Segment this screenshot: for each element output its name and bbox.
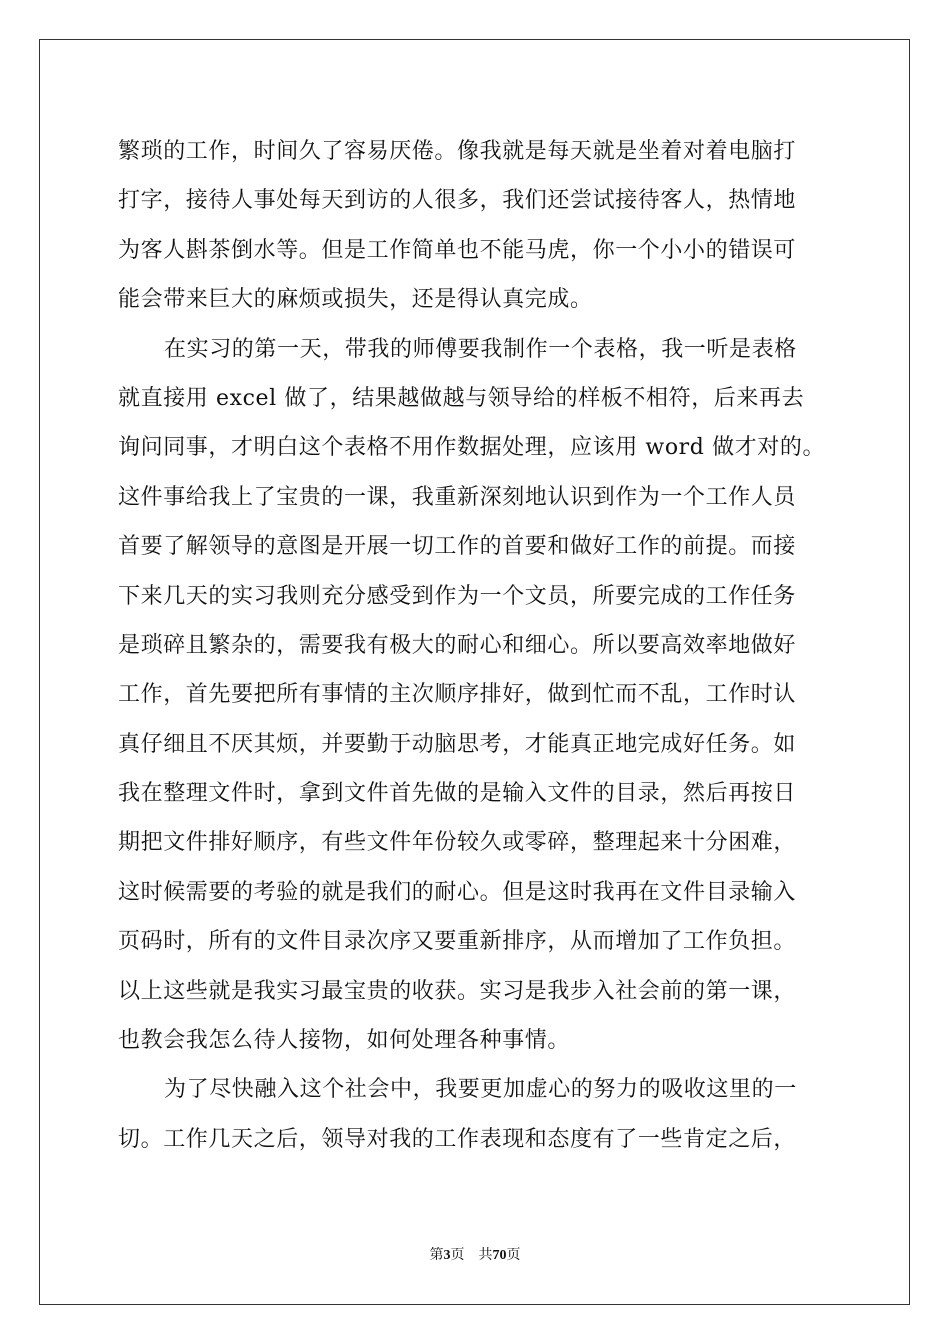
text-line: 是琐碎且繁杂的，需要我有极大的耐心和细心。所以要高效率地做好 [118, 632, 797, 658]
text-line: 询问同事，才明白这个表格不用作数据处理，应该用 word 做才对的。 [118, 435, 826, 461]
text-line: 在实习的第一天，带我的师傅要我制作一个表格，我一听是表格 [164, 336, 797, 362]
text-line: 切。工作几天之后，领导对我的工作表现和态度有了一些肯定之后， [118, 1126, 797, 1152]
text-line: 我在整理文件时，拿到文件首先做的是输入文件的目录，然后再按日 [118, 781, 797, 807]
page-suffix: 页 [450, 1248, 465, 1263]
text-line: 页码时，所有的文件目录次序又要重新排序，从而增加了工作负担。 [118, 929, 797, 955]
body-text [118, 127, 838, 1164]
total-prefix: 共 [478, 1248, 493, 1263]
text-line: 为客人斟茶倒水等。但是工作简单也不能马虎，你一个小小的错误可 [118, 237, 797, 263]
text-line: 真仔细且不厌其烦，并要勤于动脑思考，才能真正地完成好任务。如 [118, 731, 797, 757]
text-line: 期把文件排好顺序，有些文件年份较久或零碎，整理起来十分困难， [118, 830, 797, 856]
text-line: 能会带来巨大的麻烦或损失，还是得认真完成。 [118, 287, 593, 313]
text-line: 打字，接待人事处每天到访的人很多，我们还尝试接待客人，热情地 [118, 188, 797, 214]
page-footer [0, 1244, 950, 1264]
text-line: 就直接用 excel 做了，结果越做越与领导给的样板不相符，后来再去 [118, 385, 805, 411]
text-line: 首要了解领导的意图是开展一切工作的首要和做好工作的前提。而接 [118, 534, 797, 560]
text-line: 工作，首先要把所有事情的主次顺序排好，做到忙而不乱，工作时认 [118, 682, 797, 708]
total-pages: 70 [492, 1248, 507, 1263]
page-prefix: 第 [429, 1248, 444, 1263]
text-line: 以上这些就是我实习最宝贵的收获。实习是我步入社会前的第一课， [118, 978, 797, 1004]
text-line: 这时候需要的考验的就是我们的耐心。但是这时我再在文件目录输入 [118, 879, 797, 905]
text-line: 为了尽快融入这个社会中，我要更加虚心的努力的吸收这里的一 [164, 1077, 797, 1103]
page-number: 3 [443, 1248, 451, 1263]
total-suffix: 页 [506, 1248, 521, 1263]
text-line: 下来几天的实习我则充分感受到作为一个文员，所要完成的工作任务 [118, 583, 797, 609]
text-line: 也教会我怎么待人接物，如何处理各种事情。 [118, 1028, 571, 1054]
text-line: 这件事给我上了宝贵的一课，我重新深刻地认识到作为一个工作人员 [118, 484, 797, 510]
text-line: 繁琐的工作，时间久了容易厌倦。像我就是每天就是坐着对着电脑打 [118, 139, 797, 164]
